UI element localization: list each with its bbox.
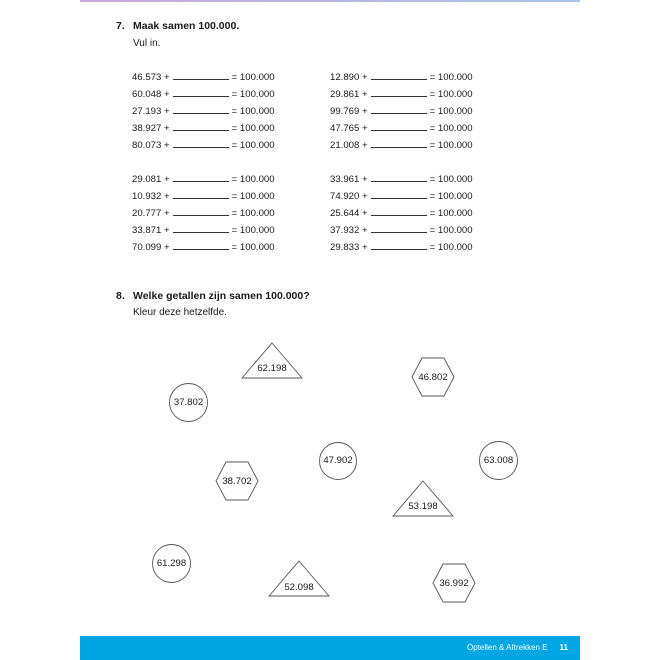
exercise-7-heading [116, 20, 239, 32]
triangle-shape[interactable]: 52.098 [268, 560, 330, 597]
answer-blank[interactable] [371, 240, 427, 250]
answer-blank[interactable] [371, 87, 427, 97]
answer-blank[interactable] [371, 104, 427, 114]
sum-row: 70.099 + = 100.000 [132, 242, 275, 253]
footer-text [467, 643, 568, 652]
answer-blank[interactable] [173, 138, 229, 148]
sum-row: 27.193 + = 100.000 [132, 106, 275, 117]
sum-row: 29.081 + = 100.000 [132, 174, 275, 185]
top-decorative-rule [80, 0, 580, 2]
answer-blank[interactable] [173, 70, 229, 80]
sum-row: 12.890 + = 100.000 [330, 72, 473, 83]
answer-blank[interactable] [371, 138, 427, 148]
sum-row: 33.961 + = 100.000 [330, 174, 473, 185]
circle-shape[interactable]: 63.008 [479, 441, 518, 480]
sum-row: 80.073 + = 100.000 [132, 140, 275, 151]
sum-row: 21.008 + = 100.000 [330, 140, 473, 151]
sum-row: 37.932 + = 100.000 [330, 225, 473, 236]
exercise-8-instruction: Kleur deze hetzelfde. [133, 307, 227, 318]
sum-row: 99.769 + = 100.000 [330, 106, 473, 117]
sum-row: 33.871 + = 100.000 [132, 225, 275, 236]
circle-shape[interactable]: 47.902 [319, 442, 357, 480]
answer-blank[interactable] [173, 240, 229, 250]
sum-column-left [132, 69, 275, 256]
answer-blank[interactable] [371, 189, 427, 199]
sum-row: 60.048 + = 100.000 [132, 89, 275, 100]
footer-bar [80, 636, 580, 660]
answer-blank[interactable] [173, 121, 229, 131]
hexagon-shape[interactable]: 36.992 [432, 563, 476, 603]
sum-row: 29.833 + = 100.000 [330, 242, 473, 253]
exercise-7-title: Maak samen 100.000. [133, 20, 240, 32]
triangle-shape[interactable]: 62.198 [241, 342, 303, 379]
sum-row: 74.920 + = 100.000 [330, 191, 473, 202]
hexagon-shape[interactable]: 38.702 [215, 461, 259, 501]
answer-blank[interactable] [371, 223, 427, 233]
exercise-8-number: 8. [116, 290, 125, 302]
footer-page-number: 11 [559, 643, 568, 652]
circle-shape[interactable]: 37.802 [169, 383, 208, 422]
answer-blank[interactable] [173, 87, 229, 97]
sum-row: 47.765 + = 100.000 [330, 123, 473, 134]
exercise-8-heading [116, 290, 310, 302]
answer-blank[interactable] [173, 104, 229, 114]
answer-blank[interactable] [173, 172, 229, 182]
triangle-shape[interactable]: 53.198 [392, 480, 454, 517]
answer-blank[interactable] [371, 206, 427, 216]
answer-blank[interactable] [173, 189, 229, 199]
sum-row: 38.927 + = 100.000 [132, 123, 275, 134]
answer-blank[interactable] [173, 223, 229, 233]
answer-blank[interactable] [371, 121, 427, 131]
answer-blank[interactable] [173, 206, 229, 216]
footer-book-title: Optellen & Aftrekken E [467, 643, 548, 652]
sum-row: 29.861 + = 100.000 [330, 89, 473, 100]
sum-row: 25.644 + = 100.000 [330, 208, 473, 219]
sum-row: 10.932 + = 100.000 [132, 191, 275, 202]
exercise-7-number: 7. [116, 20, 125, 32]
circle-shape[interactable]: 61.298 [152, 544, 191, 583]
sum-row: 20.777 + = 100.000 [132, 208, 275, 219]
hexagon-shape[interactable]: 46.802 [411, 357, 455, 397]
page-margin [0, 0, 80, 660]
answer-blank[interactable] [371, 70, 427, 80]
sum-column-right [330, 69, 473, 256]
sum-row: 46.573 + = 100.000 [132, 72, 275, 83]
exercise-8-title: Welke getallen zijn samen 100.000? [133, 290, 310, 302]
answer-blank[interactable] [371, 172, 427, 182]
exercise-7-instruction: Vul in. [133, 38, 161, 49]
